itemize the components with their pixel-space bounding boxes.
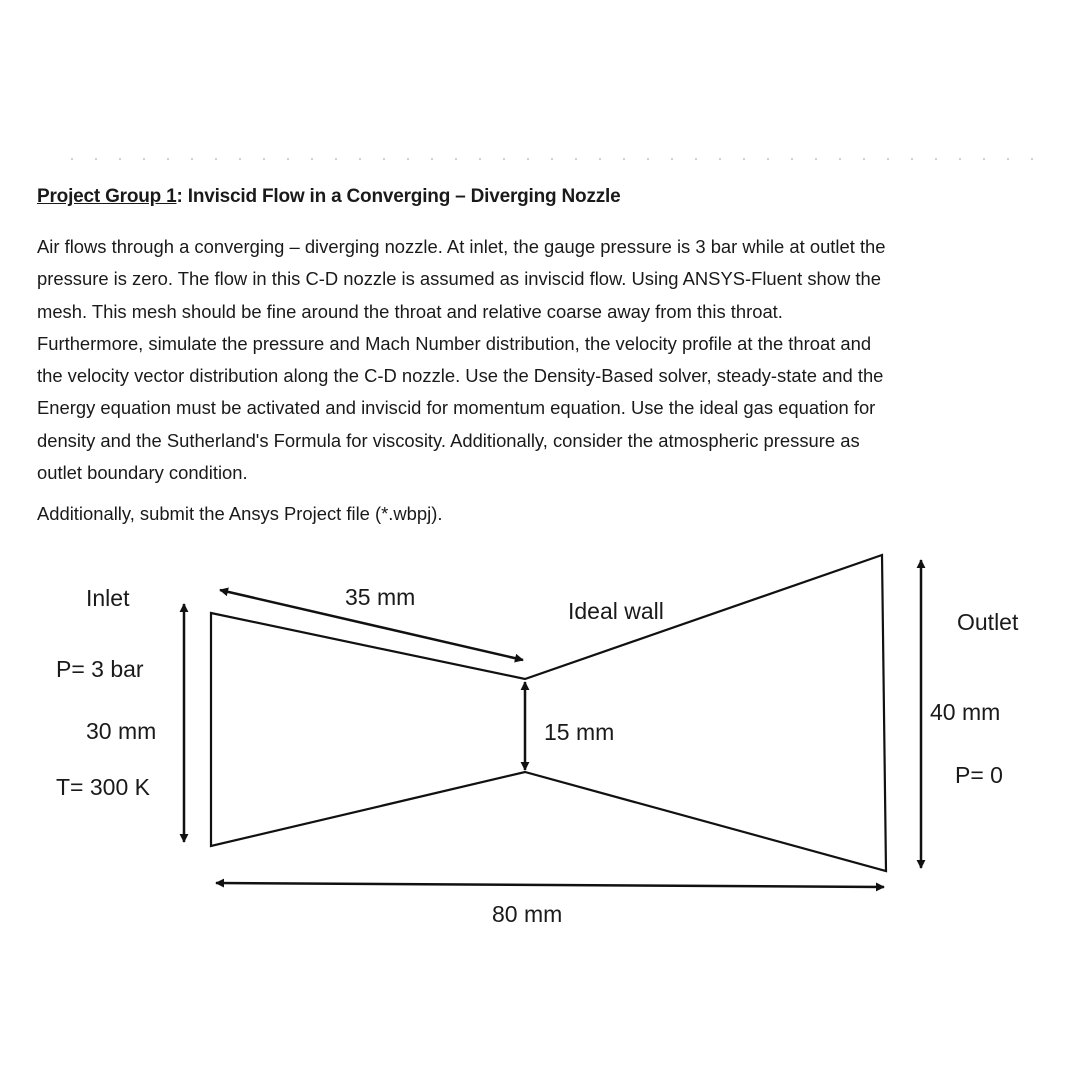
heading-separator: : [176,186,183,207]
paragraph-line: Furthermore, simulate the pressure and Mach Number distribution, the velocity profile at the throat and [37,332,872,354]
paragraph-line: mesh. This mesh should be fine around the throat and relative coarse away from this throat. [37,300,783,322]
paragraph-line: Energy equation must be activated and inviscid for momentum equation. Use the ideal gas equation for [37,397,876,419]
outlet-pressure-label: P= 0 [955,762,1003,788]
paragraph-line: pressure is zero. The flow in this C-D nozzle is assumed as inviscid flow. Using ANSYS-Fluent show the [37,268,881,290]
project-group-label: Project Group 1 [37,186,177,207]
outlet-height-label: 40 mm [930,699,1001,725]
project-title: Inviscid Flow in a Converging – Diverging Nozzle [182,186,621,207]
throat-height-label: 15 mm [544,719,615,745]
inlet-temperature-label: T= 300 K [56,774,150,800]
inlet-pressure-label: P= 3 bar [56,656,144,682]
total-length-dimension [216,883,884,887]
paragraph-line: outlet boundary condition. [37,462,248,484]
submission-note: Additionally, submit the Ansys Project file (*.wbpj). [37,503,443,524]
converging-length-label: 35 mm [345,584,416,610]
nozzle-outline [211,555,886,871]
paragraph-line: density and the Sutherland's Formula for viscosity. Additionally, consider the atmospheric pressure as [37,429,860,451]
outlet-label: Outlet [957,609,1019,635]
wall-label: Ideal wall [568,598,664,624]
inlet-height-label: 30 mm [86,718,157,744]
paragraph-line: Air flows through a converging – diverging nozzle. At inlet, the gauge pressure is 3 bar while at outlet the [37,236,886,257]
total-length-label: 80 mm [492,901,563,927]
paragraph-line: the velocity vector distribution along the C-D nozzle. Use the Density-Based solver, steady-state and the [37,365,884,387]
inlet-label: Inlet [86,585,130,611]
